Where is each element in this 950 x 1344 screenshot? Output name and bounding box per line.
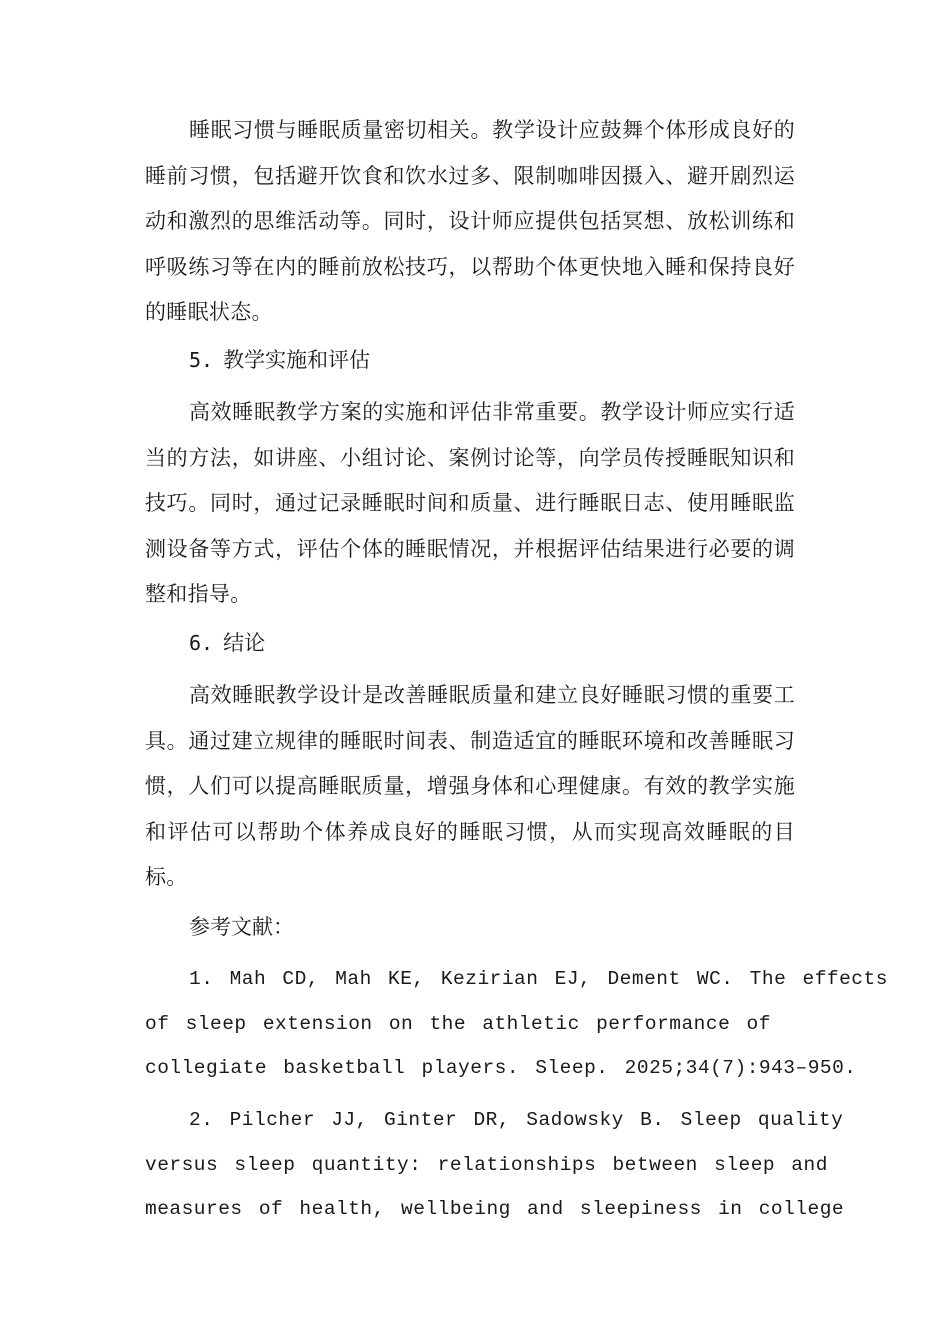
references-heading: 参考文献：: [189, 915, 294, 939]
section-heading-5: [189, 345, 370, 375]
paragraph-implementation: 高效睡眠教学方案的实施和评估非常重要。教学设计师应实行适当的方法，如讲座、小组讨论、案例讨论等，向学员传授睡眠知识和技巧。同时，通过记录睡眠时间和质量、进行睡眠日志、使用睡眠监测设备等方式，评估个体的睡眠情况，并根据评估结果进行必要的调整和指导。: [145, 400, 795, 606]
reference-item: [145, 1098, 845, 1232]
reference-line: collegiate basketball players. Sleep. 2025;34(7):943–950.: [145, 1057, 857, 1079]
section-title: 结论: [223, 631, 266, 655]
section-heading-6: [189, 628, 265, 658]
section-number: 5.: [189, 348, 214, 372]
paragraph-conclusion: 高效睡眠教学设计是改善睡眠质量和建立良好睡眠习惯的重要工具。通过建立规律的睡眠时间表、制造适宜的睡眠环境和改善睡眠习惯，人们可以提高睡眠质量，增强身体和心理健康。有效的教学实施和评估可以帮助个体养成良好的睡眠习惯，从而实现高效睡眠的目标。: [145, 683, 795, 889]
reference-line: versus sleep quantity: relationships between sleep and: [145, 1153, 828, 1176]
reference-item: [145, 957, 888, 1091]
section-number: 6.: [189, 631, 214, 655]
reference-line: 2. Pilcher JJ, Ginter DR, Sadowsky B. Sleep quality: [189, 1109, 844, 1131]
reference-line: measures of health, wellbeing and sleepiness in college: [145, 1198, 845, 1220]
reference-line: 1. Mah CD, Mah KE, Kezirian EJ, Dement WC. The effects: [189, 968, 888, 990]
paragraph-sleep-habits: 睡眠习惯与睡眠质量密切相关。教学设计应鼓舞个体形成良好的睡前习惯，包括避开饮食和饮水过多、限制咖啡因摄入、避开剧烈运动和激烈的思维活动等。同时，设计师应提供包括冥想、放松训练和呼吸练习等在内的睡前放松技巧，以帮助个体更快地入睡和保持良好的睡眠状态。: [145, 118, 795, 324]
section-title: 教学实施和评估: [223, 348, 371, 372]
reference-line: of sleep extension on the athletic performance of: [145, 1012, 771, 1035]
